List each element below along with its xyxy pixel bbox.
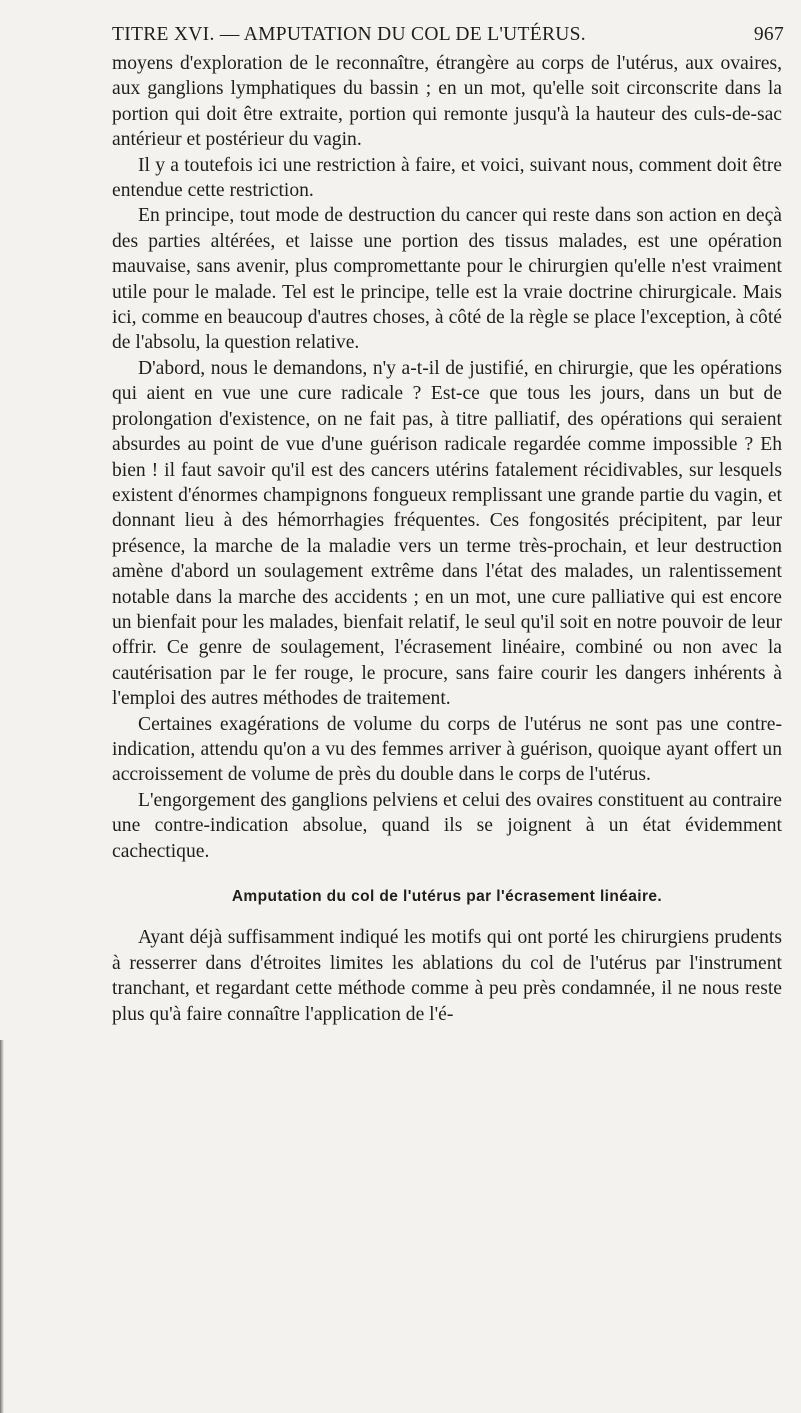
running-title: TITRE XVI. — AMPUTATION DU COL DE L'UTÉRUS. <box>112 24 586 45</box>
running-header <box>112 24 784 48</box>
paragraph-continuation: moyens d'exploration de le reconnaître, étrangère au corps de l'utérus, aux ovaires, aux ganglions lymphatiques du bassin ; en un mot, qu'elle soit circonscrite dans la portion qui doit être extraite, portion qui remonte jusqu'à la hauteur des culs-de-sac antérieur et postérieur du vagin. <box>112 53 782 151</box>
paragraph-palliative: D'abord, nous le demandons, n'y a-t-il de justifié, en chirurgie, que les opérations qui aient en vue une cure radicale ? Est-ce que tous les jours, dans un but de prolongation d'existence, on ne fait pas, à titre palliatif, des opérations qui seraient absurdes au point de vue d'une guérison radicale regardée comme impossible ? Eh bien ! il faut savoir qu'il est des cancers utérins fatalement récidivables, sur lesquels existent d'énormes champignons fongueux remplissant une grande partie du vagin, et donnant lieu à des hémorrhagies fréquentes. Ces fongosités précipitent, par leur présence, la marche de la maladie vers un terme très-prochain, et leur destruction amène d'abord un soulagement extrême dans l'état des malades, un ralentissement notable dans la marche des accidents ; en un mot, une cure palliative qui est encore un bienfait pour les malades, bienfait relatif, le seul qu'il soit en notre pouvoir de leur offrir. Ce genre de soulagement, l'écrasement linéaire, combiné ou non avec la cautérisation par le fer rouge, le procure, sans faire courir les dangers inhérents à l'emploi des autres méthodes de traitement. <box>112 357 782 710</box>
body-text <box>112 51 782 1027</box>
paragraph-restriction: Il y a toutefois ici une restriction à faire, et voici, suivant nous, comment doit être entendue cette restriction. <box>112 154 782 202</box>
section-heading: Amputation du col de l'utérus par l'écrasement linéaire. <box>231 888 663 905</box>
paragraph-principle: En principe, tout mode de destruction du cancer qui reste dans son action en deçà des parties altérées, et laisse une portion des tissus malades, est une opération mauvaise, sans avenir, plus compromettante pour le chirurgien qu'elle n'est vraiment utile pour le malade. Tel est le principe, telle est la vraie doctrine chirurgicale. Mais ici, comme en beaucoup d'autres choses, à côté de la règle se place l'exception, à côté de l'absolu, la question relative. <box>112 205 782 354</box>
scan-edge-shadow <box>0 1040 4 1413</box>
paragraph-ganglions: L'engorgement des ganglions pelviens et celui des ovaires constituent au contraire une contre-indication absolue, quand ils se joignent à un état évidemment cachectique. <box>112 789 782 862</box>
paragraph-volume: Certaines exagérations de volume du corps de l'utérus ne sont pas une contre-indication, attendu qu'on a vu des femmes arriver à guérison, quoique ayant offert un accroissement de volume de près du double dans le corps de l'utérus. <box>112 713 782 786</box>
page-number: 967 <box>753 24 784 45</box>
paragraph-section-intro: Ayant déjà suffisamment indiqué les motifs qui ont porté les chirurgiens prudents à resserrer dans d'étroites limites les ablations du col de l'utérus par l'instrument tranchant, et regardant cette méthode comme à peu près condamnée, il ne nous reste plus qu'à faire connaître l'application de l'é- <box>112 927 782 1025</box>
